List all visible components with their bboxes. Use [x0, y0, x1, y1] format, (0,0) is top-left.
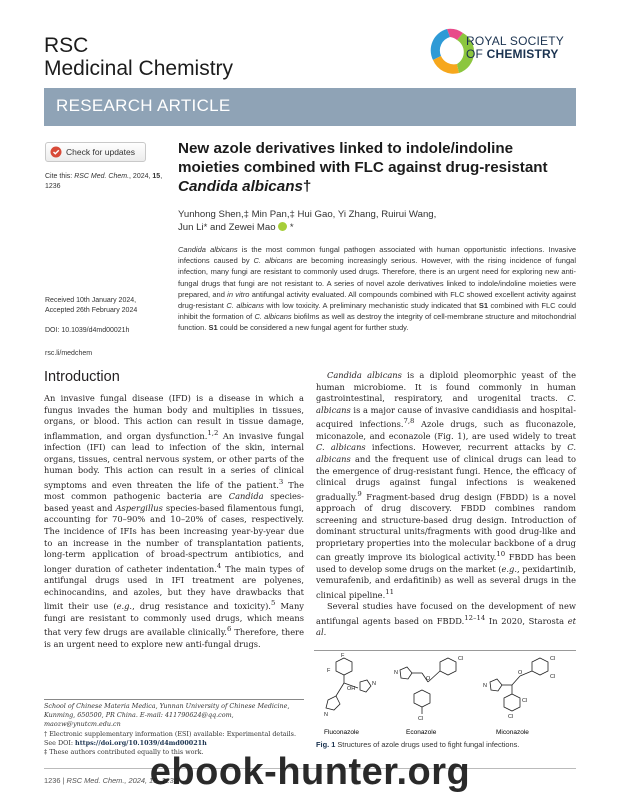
check-updates-icon	[50, 146, 62, 158]
affiliation-text: School of Chinese Materia Medica, Yunnan University of Chinese Medicine, Kunming, 650500, PR China. E-mail: 411790624@qq.com, maozw@ynutcm.edu.cn	[44, 702, 290, 729]
cite-journal: RSC Med. Chem.	[74, 173, 130, 180]
author-list	[178, 208, 478, 234]
ref-link[interactable]: 12–14	[464, 613, 486, 622]
citation	[45, 172, 173, 192]
ref-link[interactable]: 5	[270, 599, 276, 608]
svg-text:N: N	[372, 681, 376, 687]
figure-top-rule	[314, 650, 576, 651]
equal-contribution-note: ‡ These authors contributed equally to this work.	[44, 748, 204, 757]
footer-journal: RSC Med. Chem., 2024, 15, 1236	[66, 776, 178, 785]
econazole-structure	[400, 658, 456, 714]
text-span: Candida	[228, 491, 264, 502]
text-span: An invasive fungal infection (IFI) can lead to infection of the skin, internal organs, tissues, central nervous system, or other parts of the human body. This action can result in a series of clinical symptoms and even threaten the life of the patient.	[44, 430, 304, 490]
text-span: , pexidartinib, vemurafenib, and erdafitinib) as well as several drugs in the clinical pipeline.	[316, 563, 576, 600]
text-span: e.g.	[501, 563, 517, 574]
svg-text:F: F	[341, 653, 345, 659]
paragraph	[316, 601, 576, 639]
svg-text:Cl: Cl	[508, 714, 514, 720]
abstract-span: are becoming increasingly serious. However, with the rising incidence of fungal infection, many fungi are resistant to commonly used drugs. Therefore, there is an urgent need for exploring new anti-fungal drugs that fungi are not resistant to. A series of novel azole derivatives linked to indole/indoline moieties were prepared, and	[178, 256, 576, 299]
authors-line1: Yunhong Shen,‡ Min Pan,‡ Hui Gao, Yi Zhang, Ruirui Wang,	[178, 209, 437, 220]
text-span: species-based yeast and	[44, 491, 304, 513]
svg-text:Cl: Cl	[418, 716, 424, 722]
svg-text:N: N	[483, 683, 487, 689]
abstract-span: with low toxicity. A preliminary mechanistic study indicated that	[263, 301, 479, 311]
text-span: Several studies have focused on the development of new antifungal agents based on FBDD.	[316, 601, 576, 626]
cite-volume: 15	[152, 173, 161, 180]
abstract-span: is the most common fungal pathogen associated with human opportunistic infections. Invasive infections caused by	[178, 245, 576, 266]
svg-text:O: O	[518, 670, 523, 676]
article-type-label: RESEARCH ARTICLE	[56, 96, 231, 115]
text-span: C. albicans	[316, 442, 576, 464]
journal-name-line1: RSC	[44, 34, 89, 57]
fluconazole-structure	[326, 658, 371, 710]
ref-link[interactable]: 7,8	[403, 417, 415, 426]
figure-caption-text: Structures of azole drugs used to fight fungal infections.	[335, 740, 520, 749]
rsc-logo-line1: ROYAL SOCIETY	[466, 34, 564, 48]
text-span: Many fungi are resistant to commonly used drugs, which means that very few drugs are available clinically.	[44, 601, 304, 638]
text-span: C. albicans	[316, 442, 366, 453]
abstract-span: S1	[478, 301, 489, 311]
ref-link[interactable]: 9	[357, 489, 362, 498]
footnotes	[44, 702, 302, 757]
ref-link[interactable]: 11	[385, 587, 395, 596]
figure-label-miconazole: Miconazole	[496, 729, 529, 736]
text-span: et al.	[316, 615, 576, 638]
rsc-logo-prefix: OF	[466, 47, 487, 61]
text-span: , drug resistance and toxicity).	[132, 601, 271, 612]
abstract-span: C. albicans	[226, 301, 264, 311]
abstract-span: biofilms as well as destroy the integrity of cell-membrane structure and mitochondrial function.	[178, 312, 576, 333]
check-updates-label: Check for updates	[66, 147, 135, 157]
abstract-span: antifungal activity evaluated. All compounds combined with FLC showed excellent activity against drug-resistant	[178, 289, 576, 311]
body-left-column	[44, 393, 304, 650]
cite-pages: , 1236	[45, 173, 163, 190]
figure-label-fluconazole: Fluconazole	[324, 729, 360, 736]
authors-line2b: *	[287, 222, 294, 233]
abstract-span: C. albicans	[254, 312, 292, 322]
check-for-updates-button[interactable]	[45, 142, 146, 162]
ref-link[interactable]: 4	[216, 561, 222, 570]
figure-caption-label: Fig. 1	[316, 740, 336, 749]
text-span: Azole drugs, such as fluconazole, miconazole, and econazole (Fig. 1), are used widely to treat	[316, 419, 577, 441]
introduction-heading: Introduction	[44, 369, 120, 385]
abstract-span: C. albicans	[253, 256, 293, 266]
text-span: species-based filamentous fungi, accounting for 70–90% and 10–20% of cases, respectively. The incidence of IFIs has been increasing year-by-year due to an increase in the number of transplantation patients, long-term application of broad-spectrum antibiotics, and longer duration of catheter indentation.	[44, 502, 304, 574]
figure-label-econazole: Econazole	[406, 729, 437, 736]
text-span: Candida albicans	[327, 370, 402, 380]
text-span: The main types of antifungal drugs used in IFI treatment are polyenes, echinocandins, and azoles, but they have drawbacks that limit their use (	[44, 563, 305, 612]
title-dagger: †	[302, 178, 312, 195]
text-span: In 2020, Starosta	[485, 615, 568, 626]
esi-doi-link[interactable]: https://doi.org/10.1039/d4md00021h	[75, 738, 207, 747]
rsc-logo-text	[466, 35, 564, 61]
text-span: FBDD has been used to develop some drugs on the market (	[316, 552, 576, 574]
authors-line2a: Jun Li* and Zewei Mao	[178, 222, 276, 233]
abstract-span: in vitro	[227, 289, 250, 299]
svg-text:Cl: Cl	[550, 656, 556, 662]
esi-note	[44, 730, 302, 748]
text-span: and the frequent use of clinical drugs can lead to the emergence of drug-resistant fungi. Hence, the efficacy of clinical drugs against fungal infections is weakened gradually.	[316, 453, 576, 502]
svg-text:Cl: Cl	[522, 698, 528, 704]
abstract	[178, 244, 576, 334]
article-title	[178, 139, 568, 196]
ref-link[interactable]: 1,2	[207, 428, 219, 437]
journal-name-line2: Medicinal Chemistry	[44, 57, 234, 80]
footnote-rule	[44, 699, 304, 700]
text-span: e.g.	[116, 601, 133, 612]
authors-line2	[178, 221, 478, 234]
cite-year: , 2024,	[129, 173, 153, 180]
paragraph	[44, 393, 304, 650]
text-span: Therefore, there is an urgent need to explore new anti-fungal drugs.	[44, 627, 304, 649]
ref-link[interactable]: 6	[226, 625, 232, 634]
abstract-span: could be considered a new fungal agent for further study.	[217, 323, 409, 333]
ref-link[interactable]: 10	[496, 550, 506, 559]
ref-link[interactable]: 3	[278, 477, 284, 486]
title-text: New azole derivatives linked to indole/indoline moieties combined with FLC against drug-resistant	[178, 140, 548, 176]
affiliation	[44, 702, 302, 730]
rsc-logo-bold: CHEMISTRY	[486, 47, 559, 61]
watermark: ebook-hunter.org	[149, 751, 471, 793]
text-span: Fragment-based drug design (FBDD) is a novel approach of drug discovery. FBDD combines random screening and structure-based drug design. Introduction of dominant structural units/fragments with good drug-like and proprietary properties into the molecular backbone of a drug can greatly improve its biological activity.	[316, 491, 576, 563]
body-right-column	[316, 370, 576, 639]
orcid-icon[interactable]	[278, 222, 287, 231]
miconazole-structure	[490, 658, 548, 711]
accepted-date: Accepted 26th February 2024	[45, 307, 138, 314]
abstract-span: combined with FLC could inhibit the formation of	[178, 301, 577, 322]
svg-text:N: N	[394, 670, 398, 676]
svg-text:OH: OH	[347, 686, 356, 692]
svg-text:Cl: Cl	[458, 656, 464, 662]
journal-url-link[interactable]: rsc.li/medchem	[45, 350, 93, 357]
abstract-span: Candida albicans	[178, 245, 238, 254]
svg-text:F: F	[327, 668, 331, 674]
svg-text:O: O	[426, 676, 431, 682]
text-span: C. albicans	[316, 393, 576, 415]
journal-name	[44, 34, 233, 80]
footer-separator: |	[60, 776, 67, 785]
dates	[45, 296, 173, 316]
received-date: Received 10th January 2024,	[45, 297, 137, 304]
cite-label: Cite this:	[45, 173, 75, 180]
text-span: The most common pathogenic bacteria are	[44, 479, 305, 502]
svg-text:Cl: Cl	[550, 674, 556, 680]
svg-text:N: N	[324, 712, 328, 718]
page-number: 1236	[44, 776, 61, 785]
text-span: is a diploid pleomorphic yeast of the human microbiome. It is found commonly in human gastrointestinal, respiratory, and urogenital tracts.	[316, 370, 577, 404]
esi-prefix: † Electronic supplementary information (ESI) available: Experimental details. See DOI:	[44, 729, 296, 747]
title-italic: Candida albicans	[178, 178, 303, 195]
text-span: Aspergillus	[115, 502, 163, 513]
figure-caption	[316, 740, 519, 749]
text-span: is a major cause of invasive candidiasis and hospital-acquired infections.	[316, 404, 576, 430]
text-span: infections. However, recurrent attacks by	[365, 442, 568, 453]
text-span: An invasive fungal disease (IFD) is a disease in which a fungus invades the human body and multiplies in tissues, organs, or blood. This action can result in tissue damage, inflammation, and organ dysfunction.	[44, 393, 304, 441]
abstract-span: S1	[208, 323, 218, 333]
paragraph	[316, 370, 576, 601]
rsc-logo-line2	[466, 48, 564, 61]
doi[interactable]: DOI: 10.1039/d4md00021h	[45, 327, 130, 334]
figure-1-structures[interactable]	[314, 652, 576, 736]
